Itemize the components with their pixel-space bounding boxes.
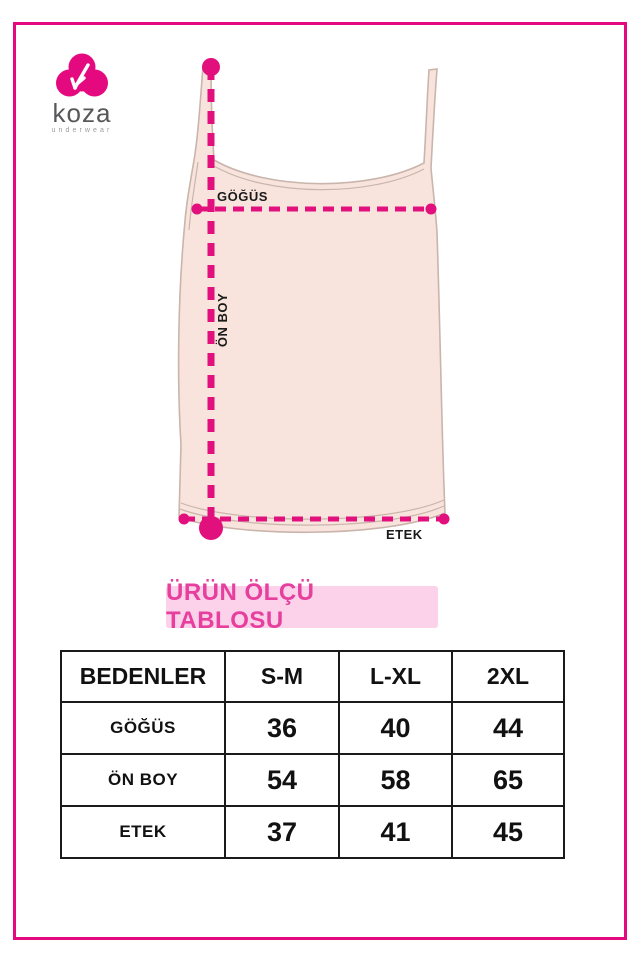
hem-value-2xl: 45	[452, 806, 564, 858]
chest-value-s-m: 36	[225, 702, 339, 754]
chest-value-l-xl: 40	[339, 702, 452, 754]
brand-subtitle: underwear	[51, 127, 113, 134]
hem-left-dot	[179, 514, 190, 525]
table-row-hem	[61, 806, 564, 858]
row-label-chest: GÖĞÜS	[61, 702, 225, 754]
column-header-s-m: S-M	[225, 651, 339, 702]
column-header-2xl: 2XL	[452, 651, 564, 702]
hem-label: ETEK	[386, 527, 423, 542]
row-label-hem: ETEK	[61, 806, 225, 858]
column-header-l-xl: L-XL	[339, 651, 452, 702]
front-length-label: ÖN BOY	[215, 292, 230, 348]
front-length-top-dot	[202, 58, 220, 76]
table-row-front-length	[61, 754, 564, 806]
hem-right-dot	[439, 514, 450, 525]
size-chart-title-banner	[166, 579, 438, 634]
front-length-value-2xl: 65	[452, 754, 564, 806]
chest-value-2xl: 44	[452, 702, 564, 754]
brand-name: koza	[52, 98, 112, 128]
chest-right-dot	[426, 204, 437, 215]
hem-value-s-m: 37	[225, 806, 339, 858]
size-table	[60, 650, 565, 859]
table-row-chest	[61, 702, 564, 754]
hem-value-l-xl: 41	[339, 806, 452, 858]
front-length-value-l-xl: 58	[339, 754, 452, 806]
size-table-header-row	[61, 651, 564, 702]
size-chart-title: ÜRÜN ÖLÇÜ TABLOSU	[166, 579, 315, 634]
row-label-front-length: ÖN BOY	[61, 754, 225, 806]
chest-label: GÖĞÜS	[217, 189, 268, 204]
column-header-sizes: BEDENLER	[61, 651, 225, 702]
chest-left-dot	[192, 204, 203, 215]
front-length-value-s-m: 54	[225, 754, 339, 806]
